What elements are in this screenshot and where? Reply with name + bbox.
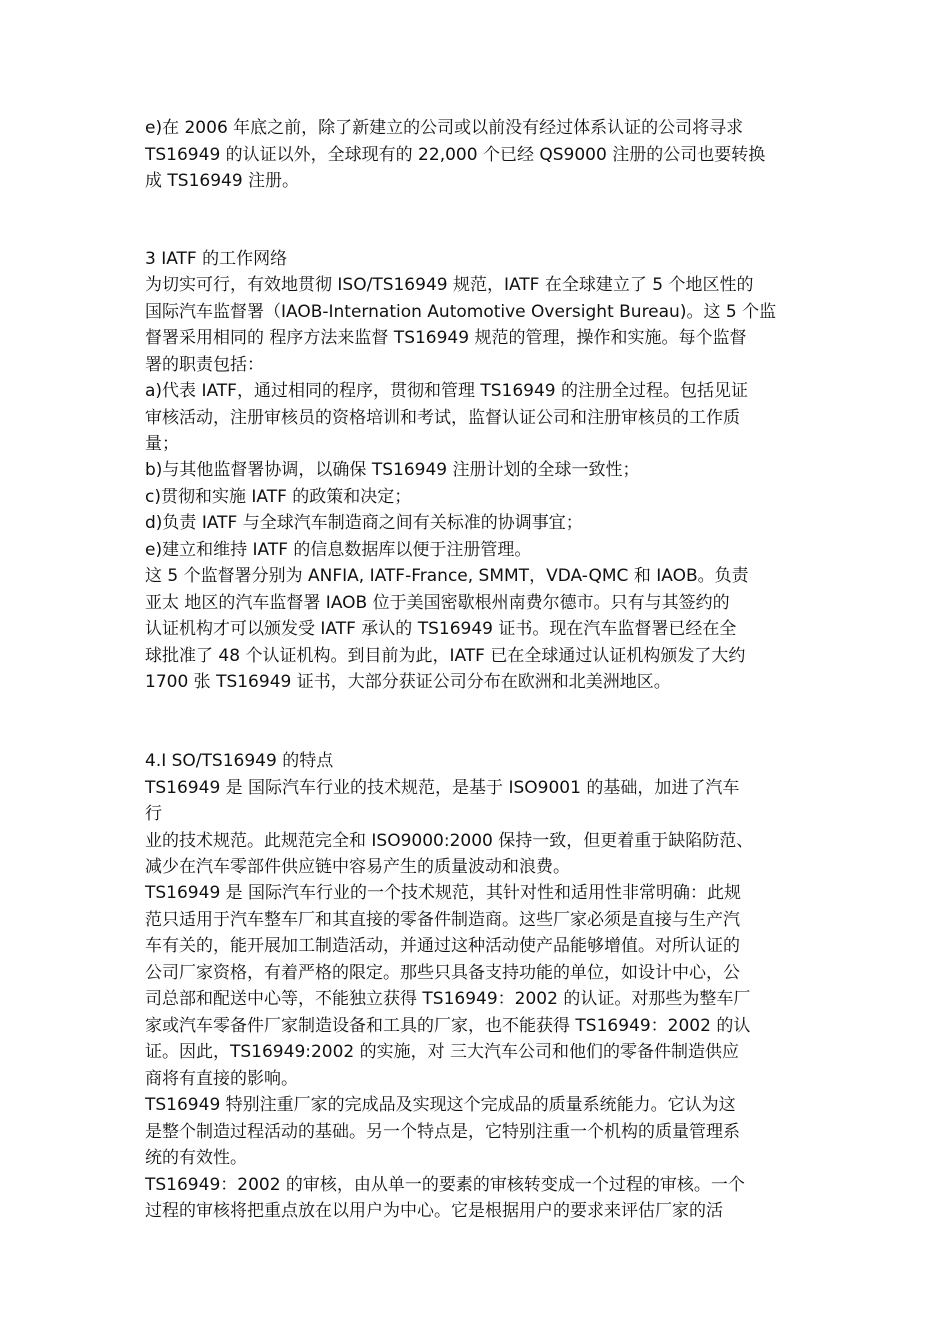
text-line: 业的技术规范。此规范完全和 ISO9000:2000 保持一致，但更着重于缺陷防范、 (145, 831, 754, 851)
text-line: 车有关的，能开展加工制造活动，并通过这种活动使产品能够增值。对所认证的 (145, 936, 740, 956)
text-line: 商将有直接的影响。 (145, 1069, 298, 1089)
text-line: 范只适用于汽车整车厂和其直接的零备件制造商。这些厂家必须是直接与生产汽 (145, 910, 740, 930)
text-line: 球批准了 48 个认证机构。到目前为此，IATF 已在全球通过认证机构颁发了大约 (145, 646, 746, 666)
text-line: 认证机构才可以颁发受 IATF 承认的 TS16949 证书。现在汽车监督署已经在全 (145, 619, 737, 639)
text-line: 公司厂家资格，有着严格的限定。那些只具备支持功能的单位，如设计中心，公 (145, 963, 740, 983)
text-line: 1700 张 TS16949 证书，大部分获证公司分布在欧洲和北美洲地区。 (145, 672, 671, 692)
section-heading: 4.I SO/TS16949 的特点 (145, 751, 334, 771)
text-line: d)负责 IATF 与全球汽车制造商之间有关标准的协调事宜； (145, 513, 583, 533)
text-line: 司总部和配送中心等，不能独立获得 TS16949：2002 的认证。对那些为整车厂 (145, 989, 751, 1009)
text-line: a)代表 IATF，通过相同的程序，贯彻和管理 TS16949 的注册全过程。包括见证 (145, 381, 749, 401)
text-line: 署的职责包括： (145, 355, 264, 375)
text-line: 过程的审核将把重点放在以用户为中心。它是根据用户的要求来评估厂家的活 (145, 1201, 723, 1221)
text-line: 家或汽车零备件厂家制造设备和工具的厂家，也不能获得 TS16949：2002 的认 (145, 1016, 751, 1036)
text-line: e)在 2006 年底之前，除了新建立的公司或以前没有经过体系认证的公司将寻求 (145, 118, 744, 138)
text-line: TS16949 的认证以外，全球现有的 22,000 个已经 QS9000 注册的公司也要转换 (145, 145, 766, 165)
text-line: 审核活动，注册审核员的资格培训和考试，监督认证公司和注册审核员的工作质 (145, 408, 740, 428)
section-heading: 3 IATF 的工作网络 (145, 249, 288, 269)
text-line: TS16949 是 国际汽车行业的一个技术规范，其针对性和适用性非常明确：此规 (145, 883, 742, 903)
text-line: TS16949 是 国际汽车行业的技术规范，是基于 ISO9001 的基础，加进了汽车 (145, 778, 740, 798)
text-line: 量； (145, 434, 179, 454)
text-line: 督署采用相同的 程序方法来监督 TS16949 规范的管理，操作和实施。每个监督 (145, 328, 747, 348)
text-line: 这 5 个监督署分别为 ANFIA, IATF-France, SMMT，VDA-QMC 和 IAOB。负责 (145, 566, 749, 586)
text-line: TS16949：2002 的审核，由从单一的要素的审核转变成一个过程的审核。一个 (145, 1175, 745, 1195)
text-line: 国际汽车监督署（IAOB-Internation Automotive Oversight Bureau)。这 5 个监 (145, 302, 777, 322)
text-line: 亚太 地区的汽车监督署 IAOB 位于美国密歇根州南费尔德市。只有与其签约的 (145, 593, 730, 613)
text-line: TS16949 特别注重厂家的完成品及实现这个完成品的质量系统能力。它认为这 (145, 1095, 736, 1115)
text-line: 证。因此，TS16949:2002 的实施，对 三大汽车公司和他们的零备件制造供应 (145, 1042, 740, 1062)
text-line: 是整个制造过程活动的基础。另一个特点是，它特别注重一个机构的质量管理系 (145, 1122, 740, 1142)
text-line: 成 TS16949 注册。 (145, 171, 300, 191)
text-line: 减少在汽车零部件供应链中容易产生的质量波动和浪费。 (145, 857, 570, 877)
text-line: 为切实可行，有效地贯彻 ISO/TS16949 规范，IATF 在全球建立了 5 个地区性的 (145, 275, 754, 295)
text-line: c)贯彻和实施 IATF 的政策和决定； (145, 487, 412, 507)
text-line: b)与其他监督署协调，以确保 TS16949 注册计划的全球一致性； (145, 460, 640, 480)
text-line: e)建立和维持 IATF 的信息数据库以便于注册管理。 (145, 540, 532, 560)
text-line: 统的有效性。 (145, 1148, 247, 1168)
text-line: 行 (145, 804, 162, 824)
